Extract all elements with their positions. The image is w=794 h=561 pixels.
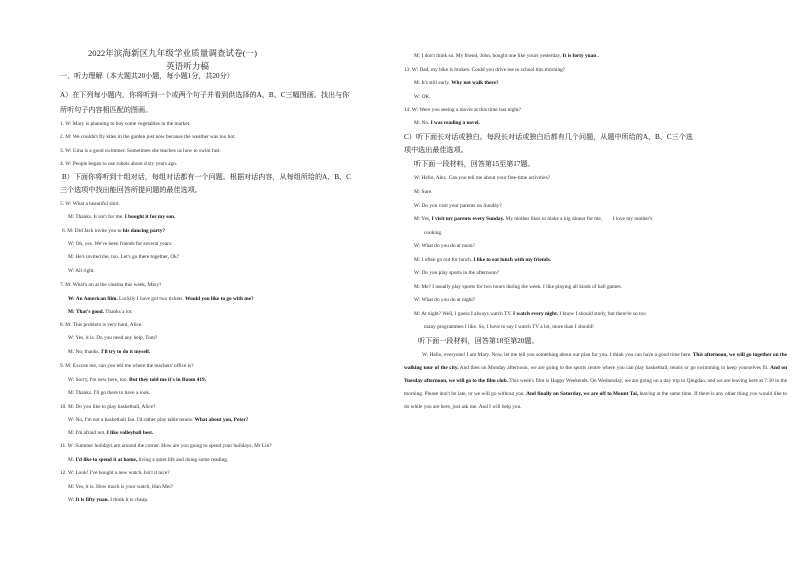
part-a-intro-line2: 所听句子内容相匹配的图画。 <box>60 106 153 114</box>
list-item: M: Yes, I visit my parents every Sunday. My mother likes to make a big dinner for me, I love my mother's <box>414 216 653 222</box>
list-item: 4. W: People began to use robots about sixty years ago. <box>60 161 178 167</box>
list-item: M: That's good. Thanks a lot. <box>68 309 133 315</box>
list-item: cooking. <box>424 230 443 236</box>
paragraph-text: W: Hello, everyone! I am Mary. Now, let me tell you something about our plan for you. I think you can have a good time here. <box>422 352 693 358</box>
part-b-intro-line1: B）下面你将听到十组对话，每组对话都有一个问题。根据对话内容，从每组所给的A、B、C <box>62 173 351 181</box>
list-item: W: Do you visit your parents on Sunday? <box>414 203 502 209</box>
list-item: W: It is fifty yuan. I think it is cheap. <box>68 497 149 503</box>
list-item: W: An American film. Luckily I have got two tickets. Would you like to go with me? <box>68 296 254 302</box>
list-item: 8. M: This problem is very hard, Alice. <box>60 322 143 328</box>
list-item: M: It's still early. Why not walk there? <box>414 80 499 86</box>
list-item: 6. M: Did Jack invite you to his dancing party? <box>62 228 166 234</box>
key-sentence: And finally on Saturday, we are off to Mount Tai, <box>526 391 639 397</box>
list-item: 9. M: Excuse me, can you tell me where the teachers' office is? <box>60 363 194 369</box>
list-item: W: Sorry, I'm new here, too. But they told me it's in Room 419. <box>68 377 206 383</box>
paragraph-text: This week's film is Happy Weekends. On Wednesday, we are going on a day trip to Qingdao, and we are leaving here at 7:30 in the morning. Please don't be late, or we will go without you. <box>404 378 787 397</box>
list-item: 10. M: Do you like to play basketball, Alice? <box>60 404 156 410</box>
list-item: 11. W: Summer holidays are around the corner. How are you going to spend your holidays, Mr Lin? <box>60 443 272 449</box>
list-item: W: OK. <box>414 94 431 100</box>
list-item: M: No. I was reading a novel. <box>414 120 480 126</box>
list-item: W: Do you play sports in the afternoon? <box>414 270 499 276</box>
list-item: M: No, thanks. I'll try to do it myself. <box>68 349 151 355</box>
list-item: W: All right. <box>68 268 95 274</box>
list-item: M: Thanks. It isn't for me. I bought it for my son. <box>68 214 176 220</box>
list-item: M: I don't think so. My friend, John, bought one like yours yesterday. It is forty yuan . <box>414 53 599 59</box>
list-item: M: Yes, it is. How much is your watch, Han Mei? <box>68 484 174 490</box>
list-item: M: Me? I usually play sports for two hours during the week. I like playing all kinds of ball games. <box>414 284 622 290</box>
list-item: 3. W: Gina is a good swimmer. Sometimes she teaches us how to swim fast. <box>60 148 221 154</box>
list-item: W: No, I'm not a basketball fan. I'd rather play table tennis. What about you, Peter? <box>68 417 249 423</box>
part-c-intro-line2: 项中选出最佳选项。 <box>404 146 468 154</box>
document-title: 2022年滨海新区九年级学业质量调查试卷(一) <box>88 48 258 58</box>
list-item: M: I'm afraid not. I like volleyball best. <box>68 430 154 436</box>
list-item: W: Oh, yes. We've been friends for several years. <box>68 241 173 247</box>
list-item: W: What do you do at noon? <box>414 243 475 249</box>
part-a-intro-line1: A）在下列每小题内，你将听到一个或两个句子并看到供选择的A、B、C三幅图画。找出与你 <box>60 91 350 99</box>
list-item: 12. W: Look! I've bought a new watch. Isn't it nice? <box>60 470 170 476</box>
key-sentence: This afternoon, we will go together on the walking tour of the city. <box>404 352 787 371</box>
part-b-intro-line2: 三个选项中找出能回答所提问题的最佳选项。 <box>60 186 202 194</box>
key-sentence: And on Tuesday afternoon, we will go to the film club. <box>404 365 788 384</box>
list-item: 1. W: Mary is planning to buy some vegetables in the market. <box>60 121 191 127</box>
paragraph-text: And then on Monday afternoon, we are going to the sports centre where you can play basketball, tennis or go swimming to keep yourselves fit. <box>458 365 771 371</box>
monologue-paragraph <box>404 349 787 414</box>
list-item: 7. M: What's on at the cinema this week, Mary? <box>60 282 162 288</box>
list-item: W: Hello, Alex. Can you tell me about your free-time activities? <box>414 175 551 181</box>
list-item: W: What do you do at night? <box>414 297 476 303</box>
list-item: 5. W: What a beautiful shirt. <box>60 201 121 207</box>
sub-heading-15-17: 听下面一段材料，回答第15至第17题。 <box>414 160 535 168</box>
sub-heading-18-20: 听下面一段材料，回答第18至第20题。 <box>418 337 539 345</box>
section-heading: 一、听力理解（本大题共20小题，每小题1分，共20分） <box>60 72 234 80</box>
list-item: W: Yes, it is. Do you need any help, Tom? <box>68 335 158 341</box>
list-item: many programmes I like. So, I have to say I watch TV a lot, more than I should! <box>424 324 594 330</box>
list-item: M: I often go out for lunch. I like to eat lunch with my friends. <box>414 257 552 263</box>
list-item: M: Sure. <box>414 189 433 195</box>
document-subtitle: 英语听力稿 <box>166 61 209 71</box>
list-item: M: I'd like to spend it at home, living a quiet life and doing some reading. <box>68 457 229 463</box>
part-c-intro-line1: C）听下面长对话或独白。每段长对话或独白后都有几个问题，从题中所给的A、B、C三个选 <box>404 133 693 141</box>
list-item: 13. W: Dad, my bike is broken. Could you drive me to school this morning? <box>404 67 566 73</box>
list-item: 14. W: Were you seeing a movie at this time last night? <box>404 107 521 113</box>
list-item: 2. M: We couldn't fly kites in the garden just now because the weather was too hot. <box>60 134 236 140</box>
list-item: M: At night? Well, I guess I always watch TV. I watch every night. I know I should study, but there're so too <box>414 311 646 317</box>
list-item: M: Thanks. I'll go there to have a look. <box>68 390 151 396</box>
paragraph-text: leaving at the same time. If there is any other thing you would like to do while you are here, just ask me. And I will help you. <box>404 391 788 410</box>
list-item: M: He's invited me, too. Let's go there together, Ok? <box>68 254 180 260</box>
